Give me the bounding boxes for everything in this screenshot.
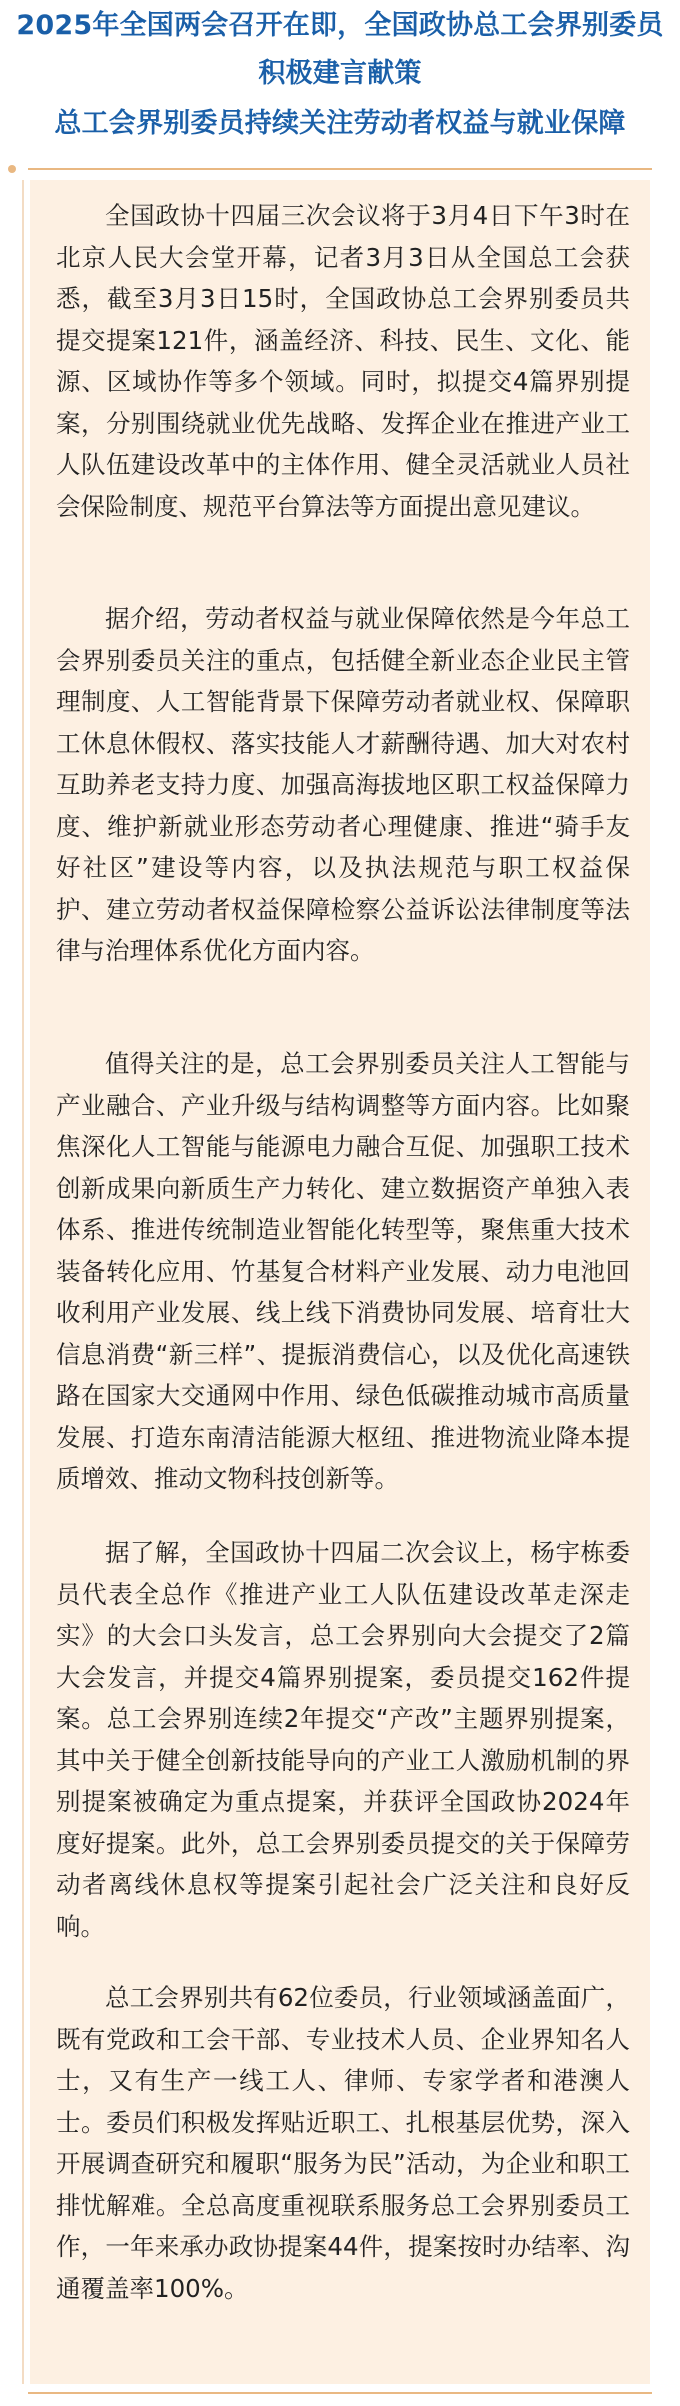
- article-paragraph-2: 据介绍，劳动者权益与就业保障依然是今年总工会界别委员关注的重点，包括健全新业态企业民主管理制度、人工智能背景下保障劳动者就业权、保障职工休息休假权、落实技能人才薪酬待遇、加大对农村互助养老支持力度、加强高海拔地区职工权益保障力度、维护新就业形态劳动者心理健康、推进“骑手友好社区”建设等内容，以及执法规范与职工权益保护、建立劳动者权益保障检察公益诉讼法律制度等法律与治理体系优化方面内容。: [56, 604, 630, 965]
- article-paragraph-3: 值得关注的是，总工会界别委员关注人工智能与产业融合、产业升级与结构调整等方面内容。比如聚焦深化人工智能与能源电力融合互促、加强职工技术创新成果向新质生产力转化、建立数据资产单独入表体系、推进传统制造业智能化转型等，聚焦重大技术装备转化应用、竹基复合材料产业发展、动力电池回收利用产业发展、线上线下消费协同发展、培育壮大信息消费“新三样”、提振消费信心，以及优化高速铁路在国家大交通网中作用、绿色低碳推动城市高质量发展、打造东南清洁能源大枢纽、推进物流业降本提质增效、推动文物科技创新等。: [56, 1049, 630, 1493]
- title-line-2: 积极建言献策: [258, 58, 422, 89]
- subtitle-line: 总工会界别委员持续关注劳动者权益与就业保障: [54, 108, 626, 139]
- article-paragraph-5: 总工会界别共有62位委员，行业领域涵盖面广，既有党政和工会干部、专业技术人员、企业界知名人士，又有生产一线工人、律师、专家学者和港澳人士。委员们积极发挥贴近职工、扎根基层优势，深入开展调查研究和履职“服务为民”活动，为企业和职工排忧解难。全总高度重视联系服务总工会界别委员工作，一年来承办政协提案44件，提案按时办结率、沟通覆盖率100%。: [56, 1983, 630, 2303]
- panel-left-edge: [22, 180, 24, 2384]
- title-line-1: 2025年全国两会召开在即，全国政协总工会界别委员: [16, 10, 664, 41]
- article-paragraph-1: 全国政协十四届三次会议将于3月4日下午3时在北京人民大会堂开幕，记者3月3日从全国总工会获悉，截至3月3日15时，全国政协总工会界别委员共提交提案121件，涵盖经济、科技、民生、文化、能源、区域协作等多个领域。同时，拟提交4篇界别提案，分别围绕就业优先战略、发挥企业在推进产业工人队伍建设改革中的主体作用、健全灵活就业人员社会保险制度、规范平台算法等方面提出意见建议。: [56, 201, 630, 521]
- top-divider: [28, 168, 652, 170]
- bottom-divider: [28, 2392, 652, 2394]
- divider-dot: [8, 165, 16, 173]
- article-paragraph-4: 据了解，全国政协十四届二次会议上，杨宇栋委员代表全总作《推进产业工人队伍建设改革走深走实》的大会口头发言，总工会界别向大会提交了2篇大会发言，并提交4篇界别提案，委员提交162件提案。总工会界别连续2年提交“产改”主题界别提案，其中关于健全创新技能导向的产业工人激励机制的界别提案被确定为重点提案，并获评全国政协2024年度好提案。此外，总工会界别委员提交的关于保障劳动者离线休息权等提案引起社会广泛关注和良好反响。: [56, 1538, 630, 1941]
- article-header: [0, 0, 680, 168]
